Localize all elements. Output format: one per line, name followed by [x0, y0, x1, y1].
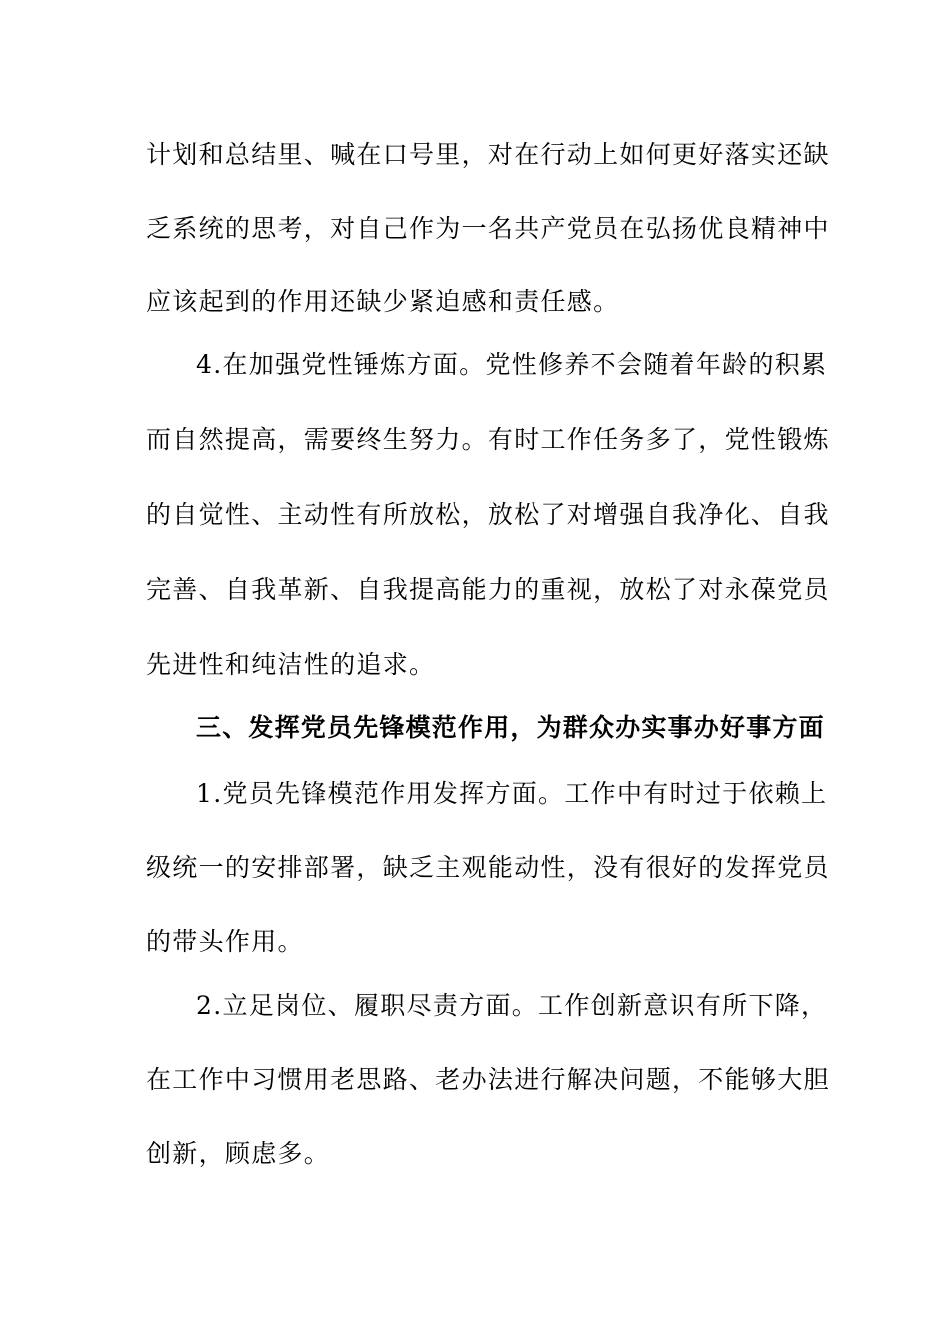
paragraph-3-line-2: 级统一的安排部署，缺乏主观能动性，没有很好的发挥党员 — [146, 853, 830, 882]
paragraph-4-line-2: 在工作中习惯用老思路、老办法进行解决问题，不能够大胆 — [146, 1065, 830, 1094]
paragraph-2-line-1: 4.在加强党性锤炼方面。党性修养不会随着年龄的积累 — [196, 350, 828, 379]
section-heading-3: 三、发挥党员先锋模范作用，为群众办实事办好事方面 — [196, 713, 825, 742]
paragraph-1-line-1: 计划和总结里、喊在口号里，对在行动上如何更好落实还缺 — [146, 140, 830, 169]
paragraph-2-line-3: 的自觉性、主动性有所放松，放松了对增强自我净化、自我 — [146, 500, 830, 529]
paragraph-3-line-1: 1.党员先锋模范作用发挥方面。工作中有时过于依赖上 — [196, 779, 828, 808]
paragraph-2-line-5: 先进性和纯洁性的追求。 — [146, 650, 436, 679]
paragraph-1-line-3: 应该起到的作用还缺少紧迫感和责任感。 — [146, 287, 620, 316]
paragraph-4-line-1: 2.立足岗位、履职尽责方面。工作创新意识有所下降， — [196, 991, 828, 1020]
paragraph-1-line-2: 乏系统的思考，对自己作为一名共产党员在弘扬优良精神中 — [146, 214, 830, 243]
paragraph-3-line-3: 的带头作用。 — [146, 927, 304, 956]
paragraph-2-line-4: 完善、自我革新、自我提高能力的重视，放松了对永葆党员 — [146, 575, 830, 604]
paragraph-4-line-3: 创新，顾虑多。 — [146, 1139, 331, 1168]
paragraph-2-line-2: 而自然提高，需要终生努力。有时工作任务多了，党性锻炼 — [146, 425, 830, 454]
